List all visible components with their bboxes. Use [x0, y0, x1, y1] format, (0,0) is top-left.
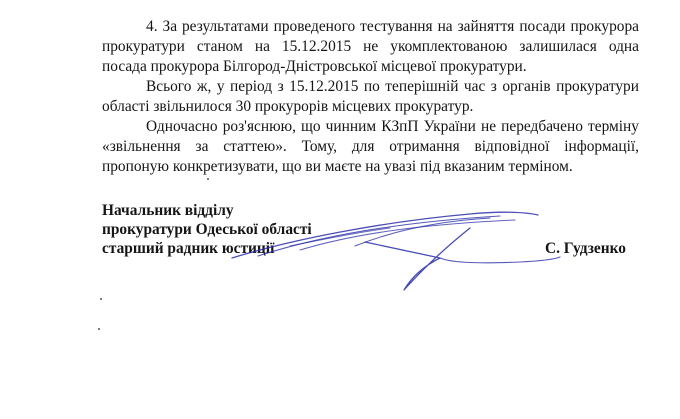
paragraph-4-line-3: посада прокурора Білгород-Дністровської місцевої прокуратури.: [102, 58, 527, 75]
paragraph-4-line-1: 4. За результатами проведеного тестування на зайняття посади прокурора: [146, 18, 639, 35]
signature-position-line-2: прокуратури Одеської області: [102, 221, 312, 238]
paragraph-6-line-1: Одночасно роз'яснюю, що чинним КЗпП України не передбачено терміну: [146, 118, 639, 135]
paragraph-4-line-2: прокуратури станом на 15.12.2015 не укомплектованою залишилася одна: [102, 38, 639, 55]
signature-position-line-1: Начальник відділу: [102, 202, 234, 219]
scan-speck: [98, 328, 100, 330]
scan-speck: [207, 178, 209, 180]
signer-name: С. Гудзенко: [545, 240, 626, 257]
signature-position-line-3: старший радник юстиції: [102, 240, 275, 257]
paragraph-5-line-1: Всього ж, у період з 15.12.2015 по теперішній час з органів прокуратури: [146, 78, 639, 95]
paragraph-6-line-3: пропоную конкретизувати, що ви маєте на увазі під вказаним терміном.: [102, 158, 573, 175]
paragraph-5-line-2: області звільнилося 30 прокурорів місцевих прокуратур.: [102, 98, 474, 115]
scan-speck: [100, 298, 102, 300]
paragraph-6-line-2: «звільнення за статтею». Тому, для отримання відповідної інформації,: [102, 138, 639, 155]
